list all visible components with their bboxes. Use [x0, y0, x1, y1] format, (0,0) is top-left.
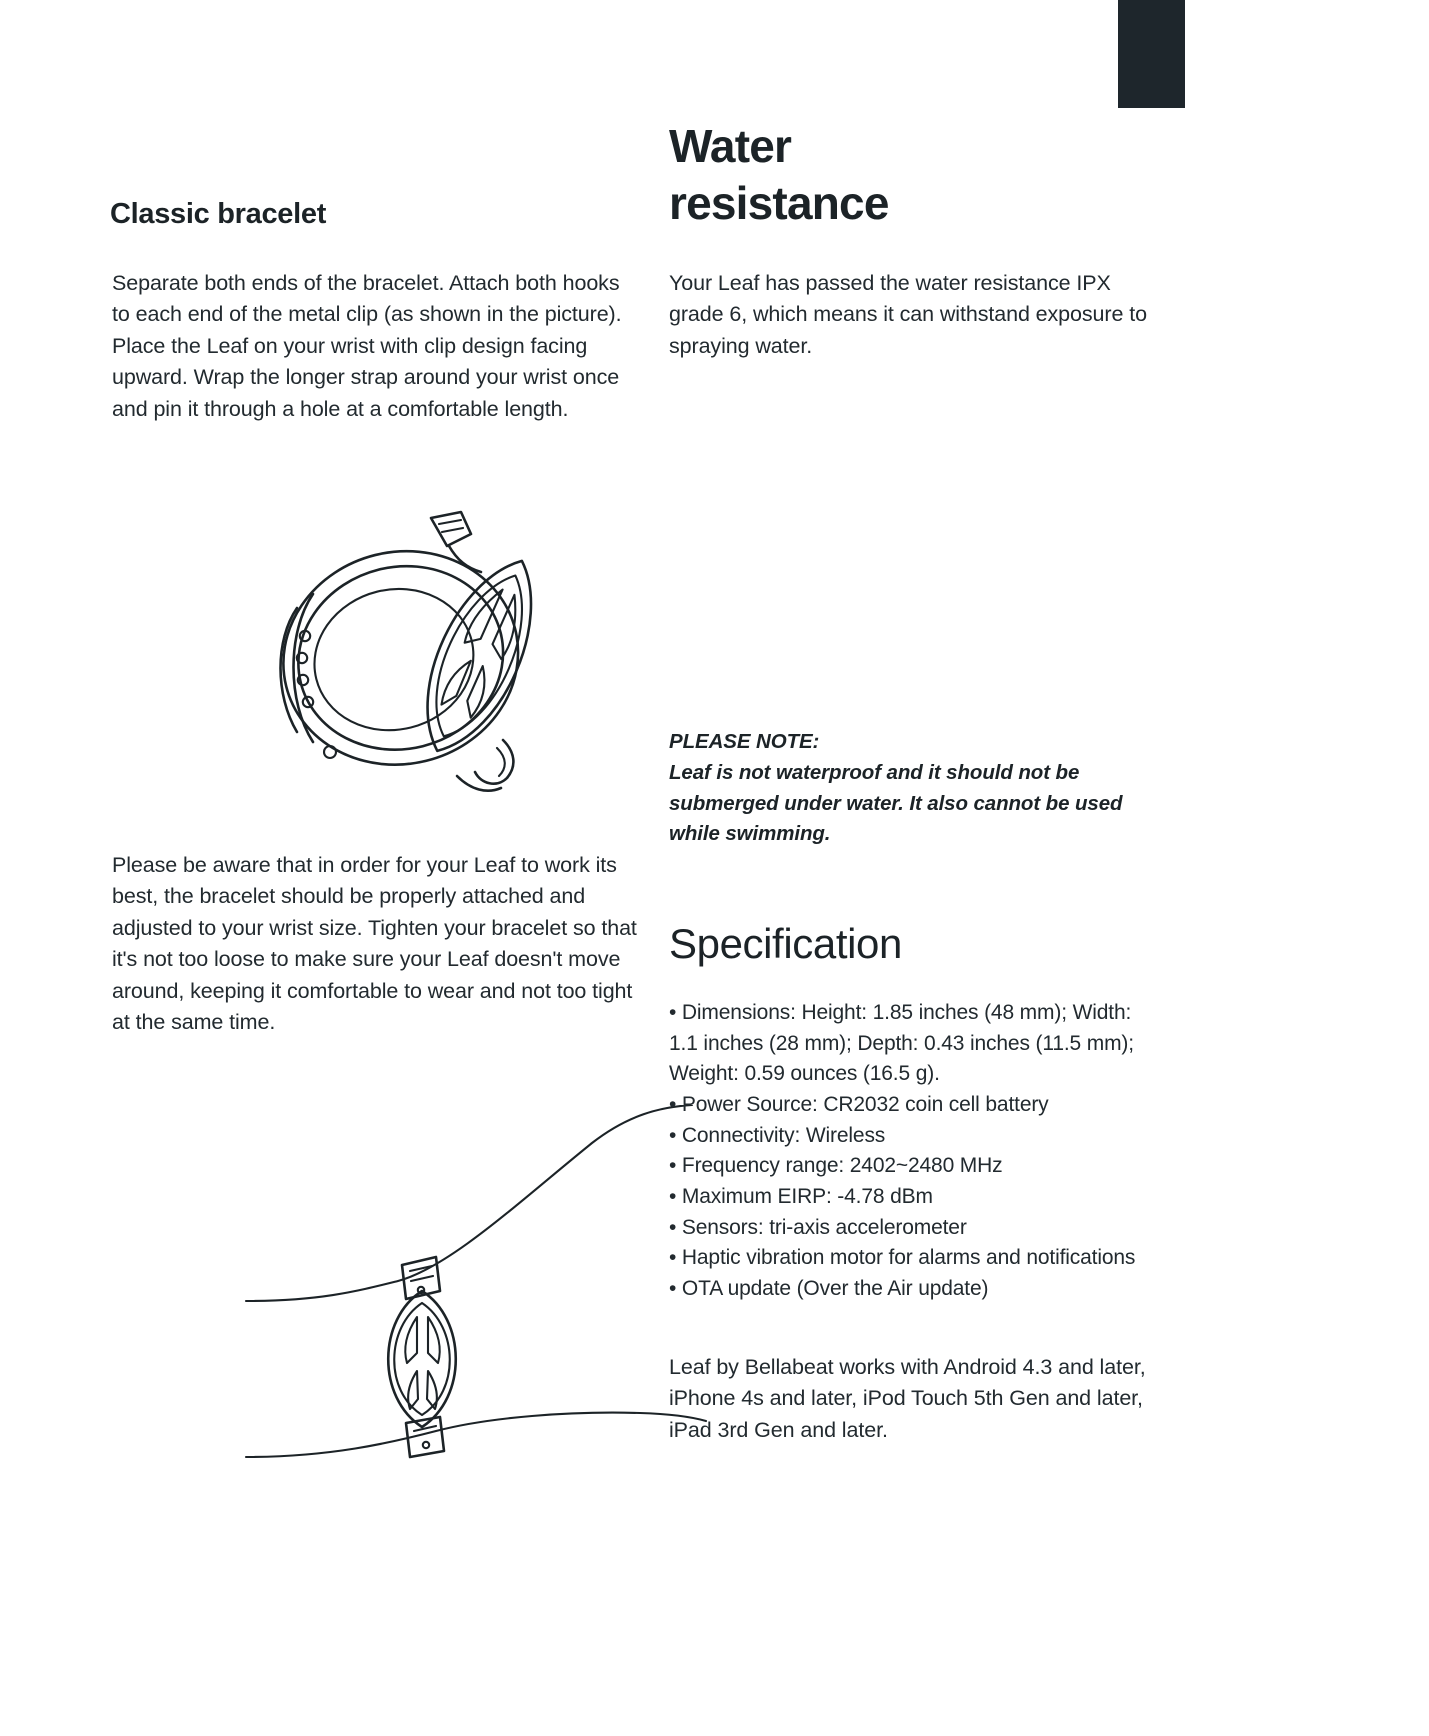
spec-item: • Frequency range: 2402~2480 MHz — [669, 1154, 1003, 1178]
classic-bracelet-instructions: Separate both ends of the bracelet. Attach both hooks to each end of the metal clip (as shown in the picture). Place the Leaf on your wrist with clip design facing upward. Wrap the longer strap around your wrist once and pin it through a hole at a comfortable length. — [112, 271, 622, 421]
page-title-specification: Specification — [669, 920, 902, 967]
spec-item: • Sensors: tri-axis accelerometer — [669, 1215, 967, 1239]
please-note-text: Leaf is not waterproof and it should not be submerged under water. It also cannot be used while swimming. — [669, 760, 1123, 846]
spec-item: • Haptic vibration motor for alarms and notifications — [669, 1246, 1136, 1270]
bracelet-fit-advice: Please be aware that in order for your Leaf to work its best, the bracelet should be properly attached and adjusted to your wrist size. Tighten your bracelet so that it's not too loose to make sure your Leaf doesn't move around, keeping it comfortable to wear and not too tight at the same time. — [112, 853, 637, 1035]
classic-bracelet-illustration — [235, 490, 565, 810]
specification-list — [669, 998, 1163, 1305]
page-edge-tab — [1118, 0, 1185, 108]
spec-item: • Dimensions: Height: 1.85 inches (48 mm); Width: 1.1 inches (28 mm); Depth: 0.43 inches (11.5 mm); Weight: 0.59 ounces (16.5 g). — [669, 1001, 1134, 1086]
page-title-water-resistance: Water resistance — [669, 120, 889, 229]
spec-item: • Connectivity: Wireless — [669, 1123, 886, 1147]
please-note-block — [669, 727, 1169, 850]
compatibility-paragraph: Leaf by Bellabeat works with Android 4.3 and later, iPhone 4s and later, iPod Touch 5th Gen and later, iPad 3rd Gen and later. — [669, 1355, 1146, 1442]
spec-item: • Maximum EIRP: -4.78 dBm — [669, 1184, 933, 1208]
please-note-label: PLEASE NOTE: — [669, 730, 820, 753]
leaf-on-fabric-illustration — [240, 1105, 710, 1465]
page-title-classic-bracelet: Classic bracelet — [110, 198, 327, 230]
water-resistance-paragraph: Your Leaf has passed the water resistance IPX grade 6, which means it can withstand exposure to spraying water. — [669, 271, 1147, 358]
spec-item: • Power Source: CR2032 coin cell battery — [669, 1092, 1049, 1116]
spec-item: • OTA update (Over the Air update) — [669, 1276, 989, 1300]
